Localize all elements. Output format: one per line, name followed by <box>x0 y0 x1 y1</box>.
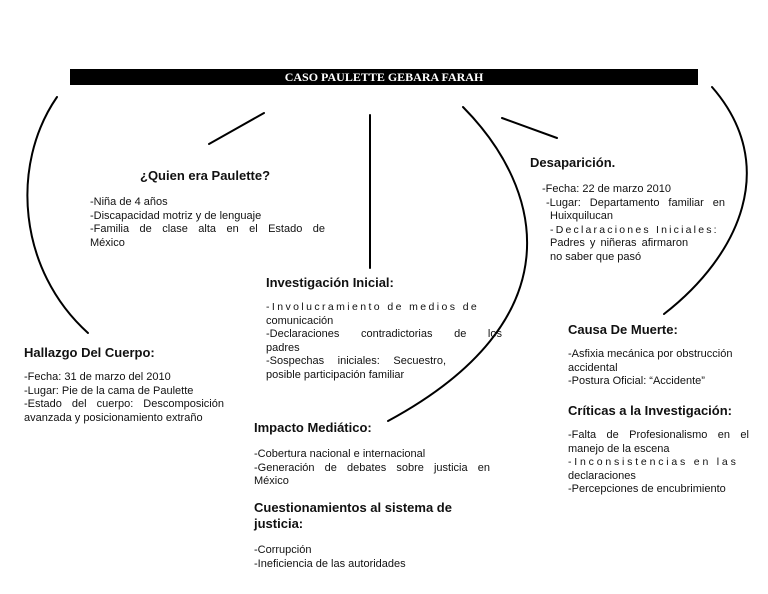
node-causa <box>568 322 753 389</box>
node-cuestionamientos-line: -Corrupción <box>254 544 312 556</box>
node-criticas-heading: Críticas a la Investigación: <box>568 403 733 418</box>
node-criticas <box>568 403 749 497</box>
connector-desaparicion <box>502 118 557 138</box>
page-title: CASO PAULETTE GEBARA FARAH <box>284 70 484 84</box>
node-hallazgo-line: -Fecha: 31 de marzo del 2010 <box>24 371 171 383</box>
connector-hallazgo <box>27 97 88 333</box>
node-quien-line: -Familia de clase alta en el Estado de <box>90 223 325 235</box>
node-criticas-line: manejo de la escena <box>568 442 670 455</box>
node-causa-heading: Causa De Muerte: <box>568 322 678 337</box>
node-hallazgo <box>24 345 234 425</box>
node-causa-line: -Asfixia mecánica por obstrucción <box>568 348 733 360</box>
node-desaparicion-line: -Declaraciones Iniciales: <box>550 223 719 236</box>
node-criticas-line: declaraciones <box>568 469 636 482</box>
node-impacto-line: -Generación de debates sobre justicia en <box>254 461 490 474</box>
node-investigacion-line: padres <box>266 341 300 354</box>
node-causa-line: -Postura Oficial: “Accidente” <box>568 375 705 387</box>
node-impacto-line: -Cobertura nacional e internacional <box>254 448 426 460</box>
node-investigacion-line: comunicación <box>266 314 334 327</box>
node-desaparicion-heading: Desaparición. <box>530 155 616 170</box>
node-investigacion <box>266 275 502 382</box>
node-criticas-line: -Falta de Profesionalismo en el <box>568 429 749 441</box>
node-causa-line: accidental <box>568 361 618 374</box>
node-criticas-line: -Inconsistencias en las <box>568 456 739 468</box>
connector-quien <box>209 113 264 144</box>
node-desaparicion <box>530 155 725 264</box>
node-desaparicion-line: -Lugar: Departamento familiar en <box>546 196 725 209</box>
node-investigacion-line: -Declaraciones contradictorias de los <box>266 328 502 340</box>
node-hallazgo-line: -Lugar: Pie de la cama de Paulette <box>24 384 194 397</box>
node-criticas-line: -Percepciones de encubrimiento <box>568 483 726 495</box>
node-impacto <box>254 420 490 489</box>
node-hallazgo-heading: Hallazgo Del Cuerpo: <box>24 345 155 360</box>
node-cuestionamientos <box>254 500 490 571</box>
node-desaparicion-line: Huixquilucan <box>550 210 613 222</box>
node-quien <box>90 168 325 250</box>
node-impacto-line: México <box>254 475 289 487</box>
node-quien-line: -Niña de 4 años <box>90 196 168 208</box>
node-cuestionamientos-line: -Ineficiencia de las autoridades <box>254 557 406 570</box>
node-desaparicion-line: Padres y niñeras afirmaron <box>550 237 689 249</box>
node-cuestionamientos-heading: justicia: <box>254 516 304 531</box>
node-desaparicion-line: no saber que pasó <box>550 250 642 263</box>
node-hallazgo-line: -Estado del cuerpo: Descomposición <box>24 398 224 410</box>
node-investigacion-line: posible participación familiar <box>266 368 405 381</box>
node-investigacion-line: -Sospechas iniciales: Secuestro, <box>266 355 446 367</box>
node-investigacion-heading: Investigación Inicial: <box>266 275 394 290</box>
node-quien-heading: ¿Quien era Paulette? <box>140 168 271 183</box>
node-cuestionamientos-heading: Cuestionamientos al sistema de <box>254 500 452 515</box>
node-quien-line: -Discapacidad motriz y de lenguaje <box>90 209 262 222</box>
node-desaparicion-line: -Fecha: 22 de marzo 2010 <box>542 183 672 195</box>
node-impacto-heading: Impacto Mediático: <box>254 420 372 435</box>
node-quien-line: México <box>90 236 125 249</box>
node-hallazgo-line: avanzada y posicionamiento extraño <box>24 411 203 424</box>
node-investigacion-line: -Involucramiento de medios de <box>266 301 480 313</box>
